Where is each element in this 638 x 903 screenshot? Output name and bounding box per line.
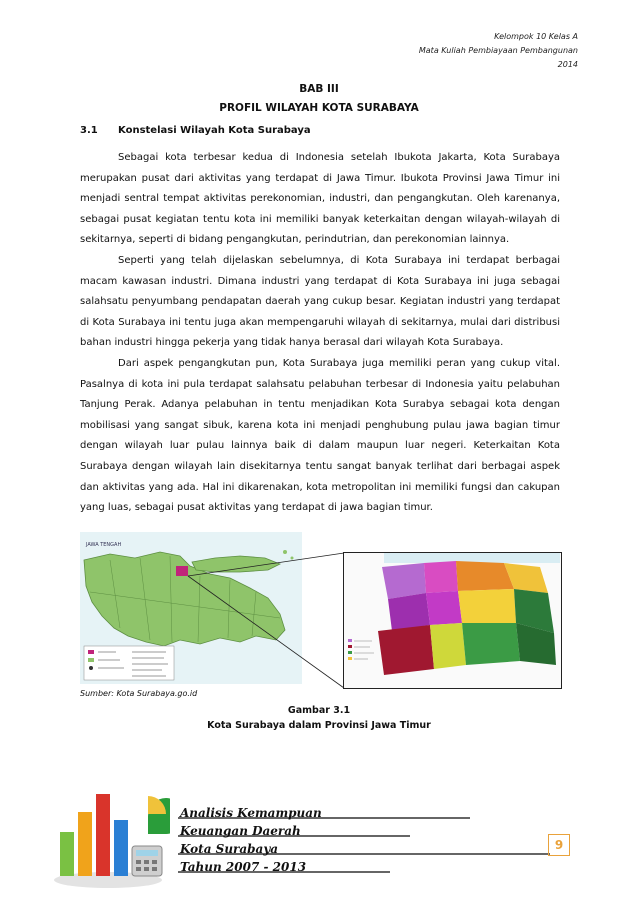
figure-title: Kota Surabaya dalam Provinsi Jawa Timur — [207, 720, 431, 731]
figure-caption — [0, 703, 638, 733]
header-group: Kelompok 10 Kelas A — [494, 32, 578, 41]
footer-title-line: Analisis Kemampuan — [180, 806, 322, 820]
chapter-number: BAB III — [299, 83, 339, 95]
section-number: 3.1 — [80, 125, 98, 136]
page-number: 9 — [548, 834, 570, 856]
figure-source: Sumber: Kota Surabaya.go.id — [80, 689, 198, 698]
chart-illustration-icon — [50, 776, 170, 892]
footer-title-line: Kota Surabaya — [180, 842, 279, 856]
surabaya-district-map — [343, 552, 562, 689]
east-java-map-graphic — [80, 532, 302, 684]
header-course: Mata Kuliah Pembiayaan Pembangunan — [418, 46, 578, 55]
figure-number: Gambar 3.1 — [287, 705, 351, 716]
east-java-map — [80, 532, 302, 684]
footer-banner — [50, 776, 570, 892]
footer-title-line: Keuangan Daerah — [180, 824, 301, 838]
footer-title-line: Tahun 2007 - 2013 — [180, 860, 307, 874]
paragraph: Seperti yang telah dijelaskan sebelumnya, di Kota Surabaya ini terdapat berbagai macam kawasan industri. Dimana industri yang terdapat di Kota Surabaya ini juga sebagai salahsatu penyumbang pendapatan daerah yang cukup besar. Kegiatan industri yang terdapat di Kota Surabaya ini tentu juga akan mempengaruhi wilayah di sekitarnya, mulai dari distribusi bahan industri hingga pekerja yang tidak hanya berasal dari wilayah Kota Surabaya. — [80, 254, 560, 349]
chapter-title: PROFIL WILAYAH KOTA SURABAYA — [219, 102, 419, 114]
section-heading — [80, 125, 311, 136]
body-text — [80, 148, 560, 519]
section-title: Konstelasi Wilayah Kota Surabaya — [118, 125, 311, 136]
running-header — [419, 30, 578, 72]
surabaya-district-map-graphic — [344, 553, 560, 687]
paragraph: Sebagai kota terbesar kedua di Indonesia setelah Ibukota Jakarta, Kota Surabaya merupakan pusat dari aktivitas yang terdapat di Jawa Timur. Ibukota Provinsi Jawa Timur ini menjadi sentral tempat aktivitas perekonomian, industri, dan pengangkutan. Oleh karenanya, sebagai pusat kegiatan tentu kota ini memiliki banyak keterkaitan dengan wilayah-wilayah di sekitarnya, seperti di bidang pengangkutan, perindutrian, dan perekonomian lainnya. — [80, 152, 560, 246]
header-year: 2014 — [557, 60, 578, 69]
chapter-heading — [0, 80, 638, 118]
svg-text:JAWA TENGAH: JAWA TENGAH — [86, 542, 122, 548]
paragraph: Dari aspek pengangkutan pun, Kota Surabaya juga memiliki peran yang cukup vital. Pasalnya di kota ini pula terdapat salahsatu pelabuhan terbesar di Indonesia yaitu pelabuhan Tanjung Perak. Adanya pelabuhan in tentu menjadikan Kota Surabya sebagai kota dengan mobilisasi yang sangat sibuk, karena kota ini menjadi penghubung pulau jawa bagian timur dengan wilayah luar pulau lainnya baik di dalam maupun luar negeri. Keterkaitan Kota Surabaya dengan wilayah lain disekitarnya tentu sangat banyak terlihat dari berbagai aspek dan aktivitas yang ada. Hal ini dikarenakan, kota metropolitan ini memiliki fungsi dan cakupan yang luas, sebagai pusat aktivitas yang terdapat di jawa bagian timur. — [80, 357, 560, 514]
